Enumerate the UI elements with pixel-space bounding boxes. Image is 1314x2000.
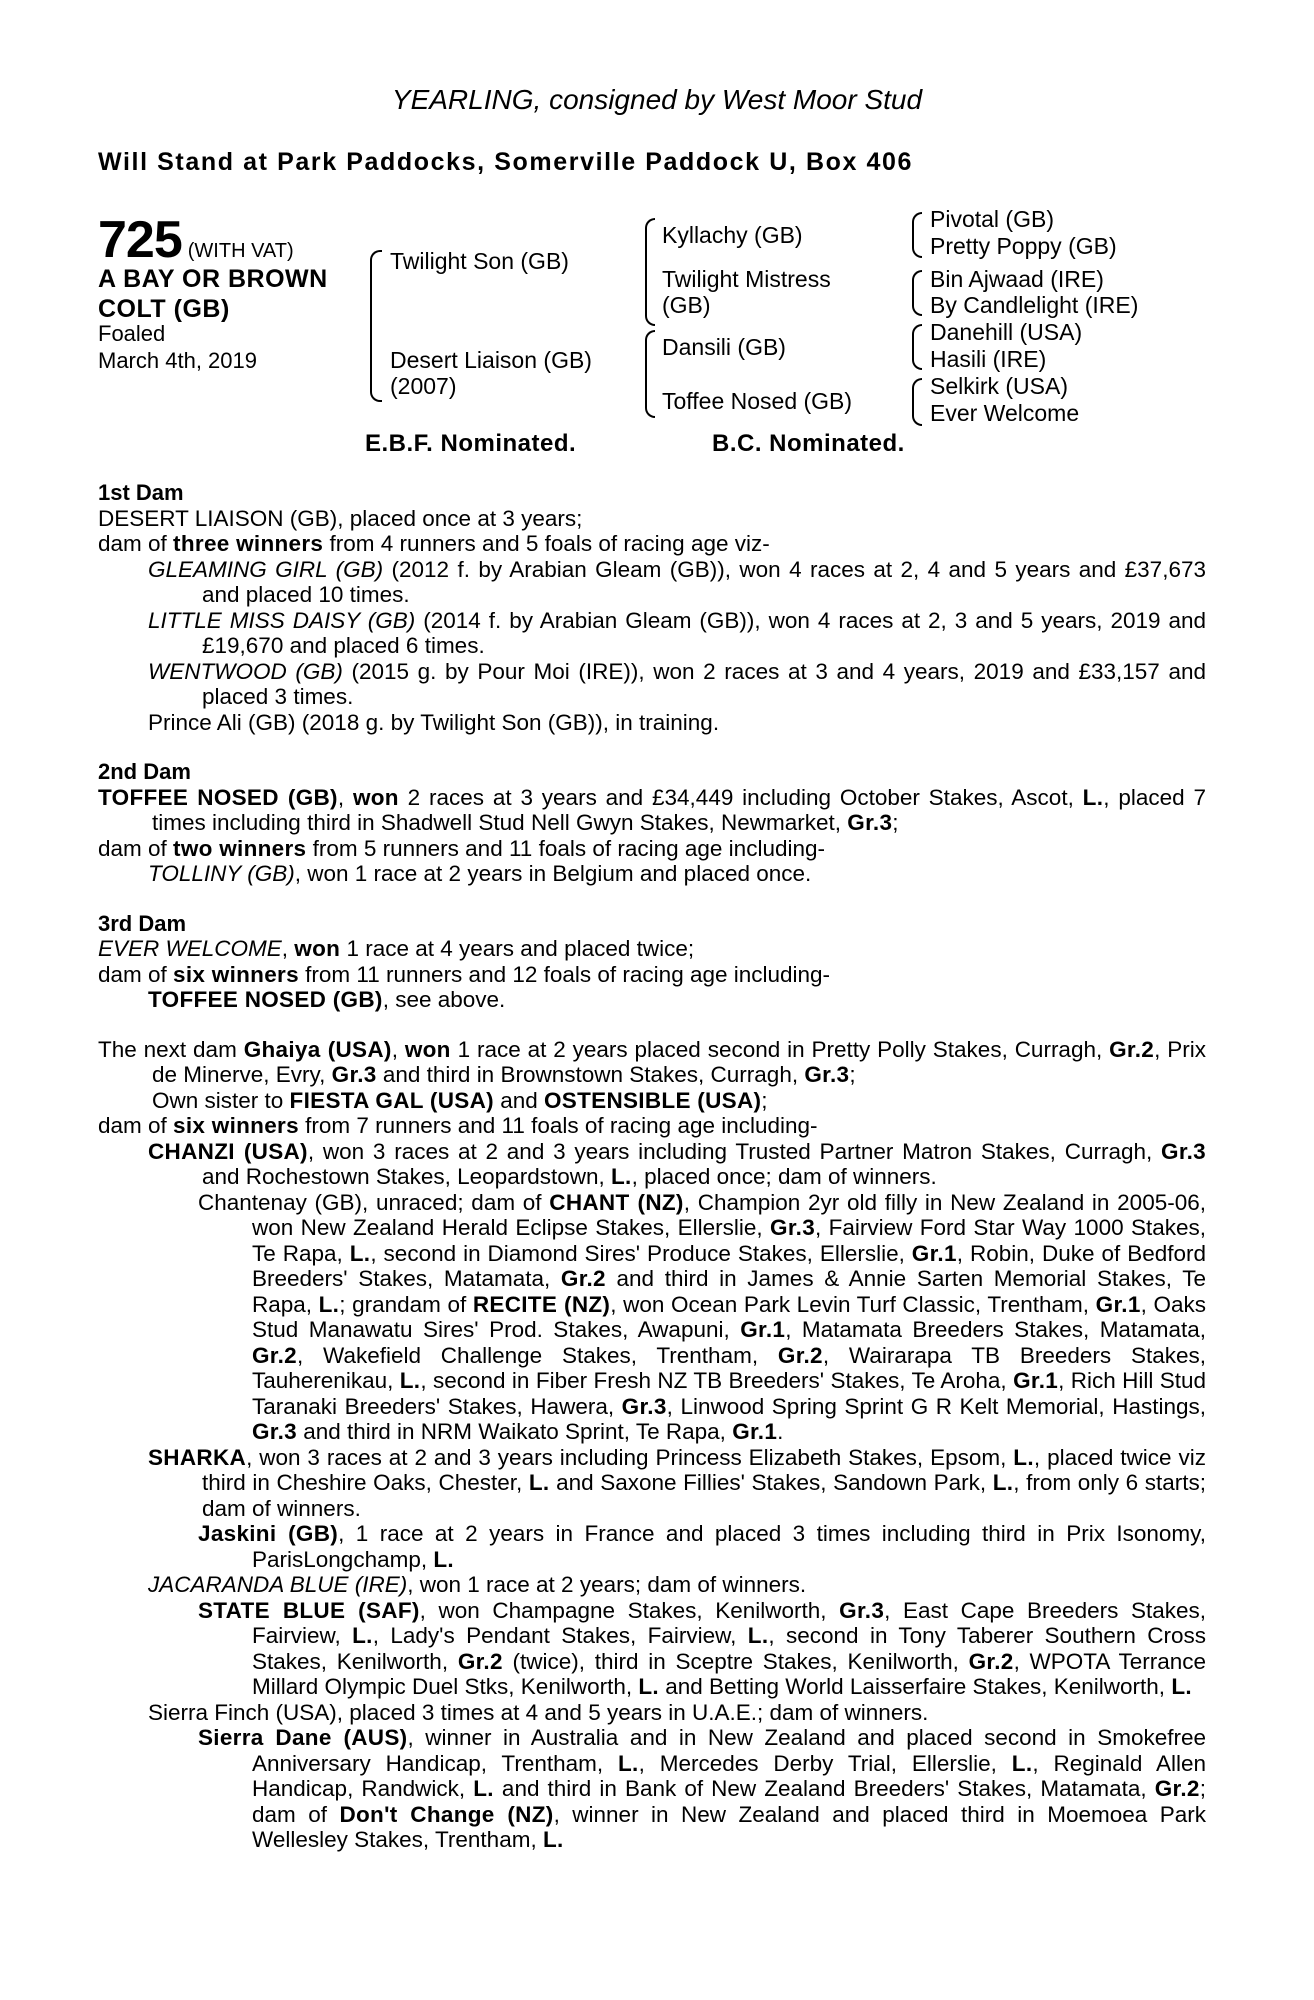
second-dam-produce: dam of two winners from 5 runners and 11 foals of racing age including- (98, 835, 825, 861)
catalogue-body (98, 480, 1206, 1853)
pedigree-g8: Ever Welcome (930, 400, 1080, 426)
third-dam-produce: dam of six winners from 11 runners and 12 foals of racing age including- (98, 961, 831, 987)
brace-dam-parents (645, 330, 655, 418)
offspring-jaskini: Jaskini (GB), 1 race at 2 years in France and placed 3 times including third in Prix Isonomy, ParisLongchamp, L. (198, 1521, 1206, 1572)
offspring-little-miss-daisy: LITTLE MISS DAISY (GB) (2014 f. by Arabian Gleam (GB)), won 4 races at 2, 3 and 5 years, 2019 and £19,670 and placed 6 times. (148, 607, 1206, 658)
pedigree-g4: By Candlelight (IRE) (930, 292, 1139, 318)
ebf-nominated: E.B.F. Nominated. (365, 430, 577, 457)
next-dam-sister: Own sister to FIESTA GAL (USA) and OSTENSIBLE (USA); (152, 1087, 768, 1113)
offspring-sierra-dane: Sierra Dane (AUS), winner in Australia and in New Zealand and placed second in Smokefree Anniversary Handicap, Trentham, L., Mercedes Derby Trial, Ellerslie, L., Reginald Allen Handicap, Randwick, L. and third in Bank of New Zealand Breeders' Stakes, Matamata, Gr.2; dam of Don't Change (NZ), winner in New Zealand and placed third in Moemoea Park Wellesley Stakes, Trentham, L. (198, 1725, 1206, 1852)
lot-block (98, 210, 294, 270)
offspring-tolliny: TOLLINY (GB), won 1 race at 2 years in Belgium and placed once. (148, 861, 812, 886)
foaled-date: March 4th, 2019 (98, 348, 257, 373)
brace-sire-parents (645, 218, 655, 326)
brace-g2 (912, 270, 922, 316)
offspring-sierra-finch: Sierra Finch (USA), placed 3 times at 4 and 5 years in U.A.E.; dam of winners. (148, 1699, 929, 1725)
offspring-chanzi: CHANZI (USA), won 3 races at 2 and 3 years including Trusted Partner Matron Stakes, Curragh, Gr.3 and Rochestown Stakes, Leopardstown, L., placed once; dam of winners. (148, 1138, 1206, 1189)
offspring-sharka: SHARKA, won 3 races at 2 and 3 years including Princess Elizabeth Stakes, Epsom, L., placed twice viz third in Cheshire Oaks, Chester, L. and Saxone Fillies' Stakes, Sandown Park, L., from only 6 starts; dam of winners. (148, 1444, 1206, 1521)
pedigree-sire-dam-2: (GB) (662, 292, 711, 318)
pedigree-dam-sire: Dansili (GB) (662, 334, 786, 360)
pedigree-g7: Selkirk (USA) (930, 373, 1069, 399)
second-dam-record: TOFFEE NOSED (GB), won 2 races at 3 years and £34,449 including October Stakes, Ascot, L., placed 7 times including third in Shadwell Stud Nell Gwyn Stakes, Newmarket, Gr.3; (98, 784, 1206, 835)
pedigree-g1: Pivotal (GB) (930, 206, 1054, 232)
third-dam-record: EVER WELCOME, won 1 race at 4 years and placed twice; (98, 936, 695, 961)
first-dam-section (98, 480, 1206, 735)
offspring-state-blue: STATE BLUE (SAF), won Champagne Stakes, Kenilworth, Gr.3, East Cape Breeders Stakes, Fairview, L., Lady's Pendant Stakes, Fairview, L., second in Tony Taberer Southern Cross Stakes, Kenilworth, Gr.2 (twice), third in Sceptre Stakes, Kenilworth, Gr.2, WPOTA Terrance Millard Olympic Duel Stks, Kenilworth, L. and Betting World Laisserfaire Stakes, Kenilworth, L. (198, 1597, 1206, 1699)
offspring-chantenay: Chantenay (GB), unraced; dam of CHANT (NZ), Champion 2yr old filly in New Zealand in 2005-06, won New Zealand Herald Eclipse Stakes, Ellerslie, Gr.3, Fairview Ford Star Way 1000 Stakes, Te Rapa, L., second in Diamond Sires' Produce Stakes, Ellerslie, Gr.1, Robin, Duke of Bedford Breeders' Stakes, Matamata, Gr.2 and third in James & Annie Sarten Memorial Stakes, Te Rapa, L.; grandam of RECITE (NZ), won Ocean Park Levin Turf Classic, Trentham, Gr.1, Oaks Stud Manawatu Sires' Prod. Stakes, Awapuni, Gr.1, Matamata Breeders Stakes, Matamata, Gr.2, Wakefield Challenge Stakes, Trentham, Gr.2, Wairarapa TB Breeders Stakes, Tauherenikau, L., second in Fiber Fresh NZ TB Breeders' Stakes, Te Aroha, Gr.1, Rich Hill Stud Taranaki Breeders' Stakes, Hawera, Gr.3, Linwood Spring Sprint G R Kelt Memorial, Hastings, Gr.3 and third in NRM Waikato Sprint, Te Rapa, Gr.1. (198, 1189, 1207, 1444)
pedigree-dam-dam: Toffee Nosed (GB) (662, 388, 853, 414)
pedigree-g2: Pretty Poppy (GB) (930, 233, 1117, 259)
offspring-wentwood: WENTWOOD (GB) (2015 g. by Pour Moi (IRE)), won 2 races at 3 and 4 years, 2019 and £33,157 and placed 3 times. (148, 658, 1206, 709)
pedigree-g5: Danehill (USA) (930, 319, 1083, 345)
vat-note: (WITH VAT) (187, 240, 294, 262)
next-dam-section (98, 1037, 1206, 1853)
lot-number: 725 (98, 211, 182, 269)
horse-description-line1: A BAY OR BROWN (98, 265, 328, 293)
first-dam-line: DESERT LIAISON (GB), placed once at 3 years; (98, 505, 583, 531)
foaled-label: Foaled (98, 321, 166, 346)
second-dam-section (98, 759, 1206, 887)
brace-g3 (912, 324, 922, 370)
brace-g4 (912, 378, 922, 426)
pedigree-g6: Hasili (IRE) (930, 346, 1047, 372)
offspring-prince-ali: Prince Ali (GB) (2018 g. by Twilight Son (GB)), in training. (148, 709, 720, 735)
first-dam-produce: dam of three winners from 4 runners and 5 foals of racing age viz- (98, 531, 770, 556)
pedigree-sire-sire: Kyllachy (GB) (662, 222, 803, 248)
brace-g1 (912, 212, 922, 258)
third-dam-section (98, 911, 1206, 1013)
second-dam-heading: 2nd Dam (98, 759, 191, 784)
pedigree-dam: Desert Liaison (GB) (390, 347, 592, 373)
pedigree-sire: Twilight Son (GB) (390, 248, 569, 274)
pedigree-g3: Bin Ajwaad (IRE) (930, 266, 1104, 292)
next-dam-produce: dam of six winners from 7 runners and 11 foals of racing age including- (98, 1113, 818, 1138)
foaled-info (98, 320, 257, 374)
brace-sire-dam (370, 250, 382, 402)
horse-description-line2: COLT (GB) (98, 295, 230, 323)
offspring-jacaranda-blue: JACARANDA BLUE (IRE), won 1 race at 2 years; dam of winners. (148, 1572, 807, 1597)
offspring-toffee-nosed: TOFFEE NOSED (GB), see above. (148, 987, 506, 1012)
pedigree-sire-dam-1: Twilight Mistress (662, 266, 831, 292)
first-dam-heading: 1st Dam (98, 480, 184, 505)
next-dam-record: The next dam Ghaiya (USA), won 1 race at 2 years placed second in Pretty Polly Stakes, Curragh, Gr.2, Prix de Minerve, Evry, Gr.3 and third in Brownstown Stakes, Curragh, Gr.3; (98, 1036, 1206, 1087)
bc-nominated: B.C. Nominated. (712, 430, 905, 457)
stand-location: Will Stand at Park Paddocks, Somerville Paddock U, Box 406 (98, 148, 914, 176)
pedigree-dam-year: (2007) (390, 373, 457, 399)
consignment-heading: YEARLING, consigned by West Moor Stud (391, 84, 923, 115)
third-dam-heading: 3rd Dam (98, 910, 187, 936)
horse-description (98, 264, 328, 324)
offspring-gleaming-girl: GLEAMING GIRL (GB) (2012 f. by Arabian Gleam (GB)), won 4 races at 2, 4 and 5 years and £37,673 and placed 10 times. (148, 556, 1206, 607)
